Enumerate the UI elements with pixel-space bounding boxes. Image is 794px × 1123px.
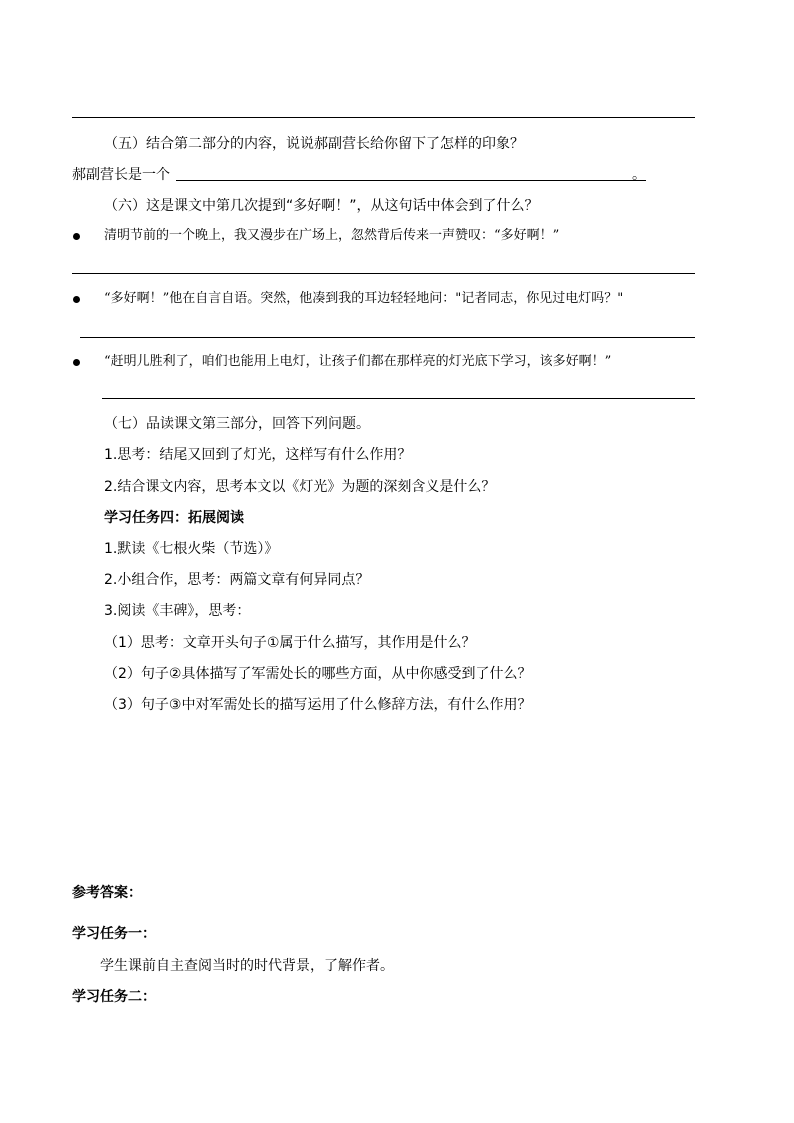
q5-answer-line[interactable] [176, 180, 646, 181]
q6-quote-2: “多好啊！”他在自言自语。突然，他凑到我的耳边轻轻地问："记者同志，你见过电灯吗？" [104, 291, 624, 306]
bullet-icon [73, 296, 80, 303]
q7-item-2: 2.结合课文内容，思考本文以《灯光》为题的深刻含义是什么？ [104, 479, 496, 495]
q6-quote-3: “赶明儿胜利了，咱们也能用上电灯，让孩子们都在那样亮的灯光底下学习，该多好啊！” [104, 354, 612, 369]
q5-answer-suffix: 。 [632, 167, 646, 183]
task4-item-2: 2.小组合作，思考：两篇文章有何异同点？ [104, 572, 370, 588]
answers-task1-text: 学生课前自主查阅当时的时代背景，了解作者。 [100, 958, 394, 974]
task4-subitem-2: （2）句子②具体描写了军需处长的哪些方面，从中你感受到了什么？ [104, 666, 532, 682]
q6-question: （六）这是课文中第几次提到“多好啊！”，从这句话中体会到了什么？ [104, 198, 539, 214]
q6-quote-1: 清明节前的一个晚上，我又漫步在广场上，忽然背后传来一声赞叹：“多好啊！” [104, 228, 560, 243]
bullet-icon [73, 359, 80, 366]
q6-answer-line-3[interactable] [102, 398, 695, 399]
q5-answer-prefix: 郝副营长是一个 [72, 167, 170, 183]
q6-answer-line-1[interactable] [72, 273, 695, 274]
task4-title: 学习任务四：拓展阅读 [104, 510, 244, 526]
q5-question: （五）结合第二部分的内容，说说郝副营长给你留下了怎样的印象？ [104, 136, 524, 152]
task4-item-1: 1.默读《七根火柴（节选）》 [104, 541, 279, 557]
q7-question: （七）品读课文第三部分，回答下列问题。 [104, 416, 370, 432]
task4-item-3: 3.阅读《丰碑》，思考： [104, 603, 251, 619]
top-rule [72, 117, 695, 118]
q6-answer-line-2[interactable] [80, 337, 695, 338]
answers-title: 参考答案： [72, 885, 142, 901]
q7-item-1: 1.思考：结尾又回到了灯光，这样写有什么作用？ [104, 447, 412, 463]
answers-task2-title: 学习任务二： [72, 989, 156, 1005]
answers-task1-title: 学习任务一： [72, 926, 156, 942]
task4-subitem-3: （3）句子③中对军需处长的描写运用了什么修辞方法，有什么作用？ [104, 697, 532, 713]
bullet-icon [73, 233, 80, 240]
task4-subitem-1: （1）思考：文章开头句子①属于什么描写，其作用是什么？ [104, 635, 476, 651]
